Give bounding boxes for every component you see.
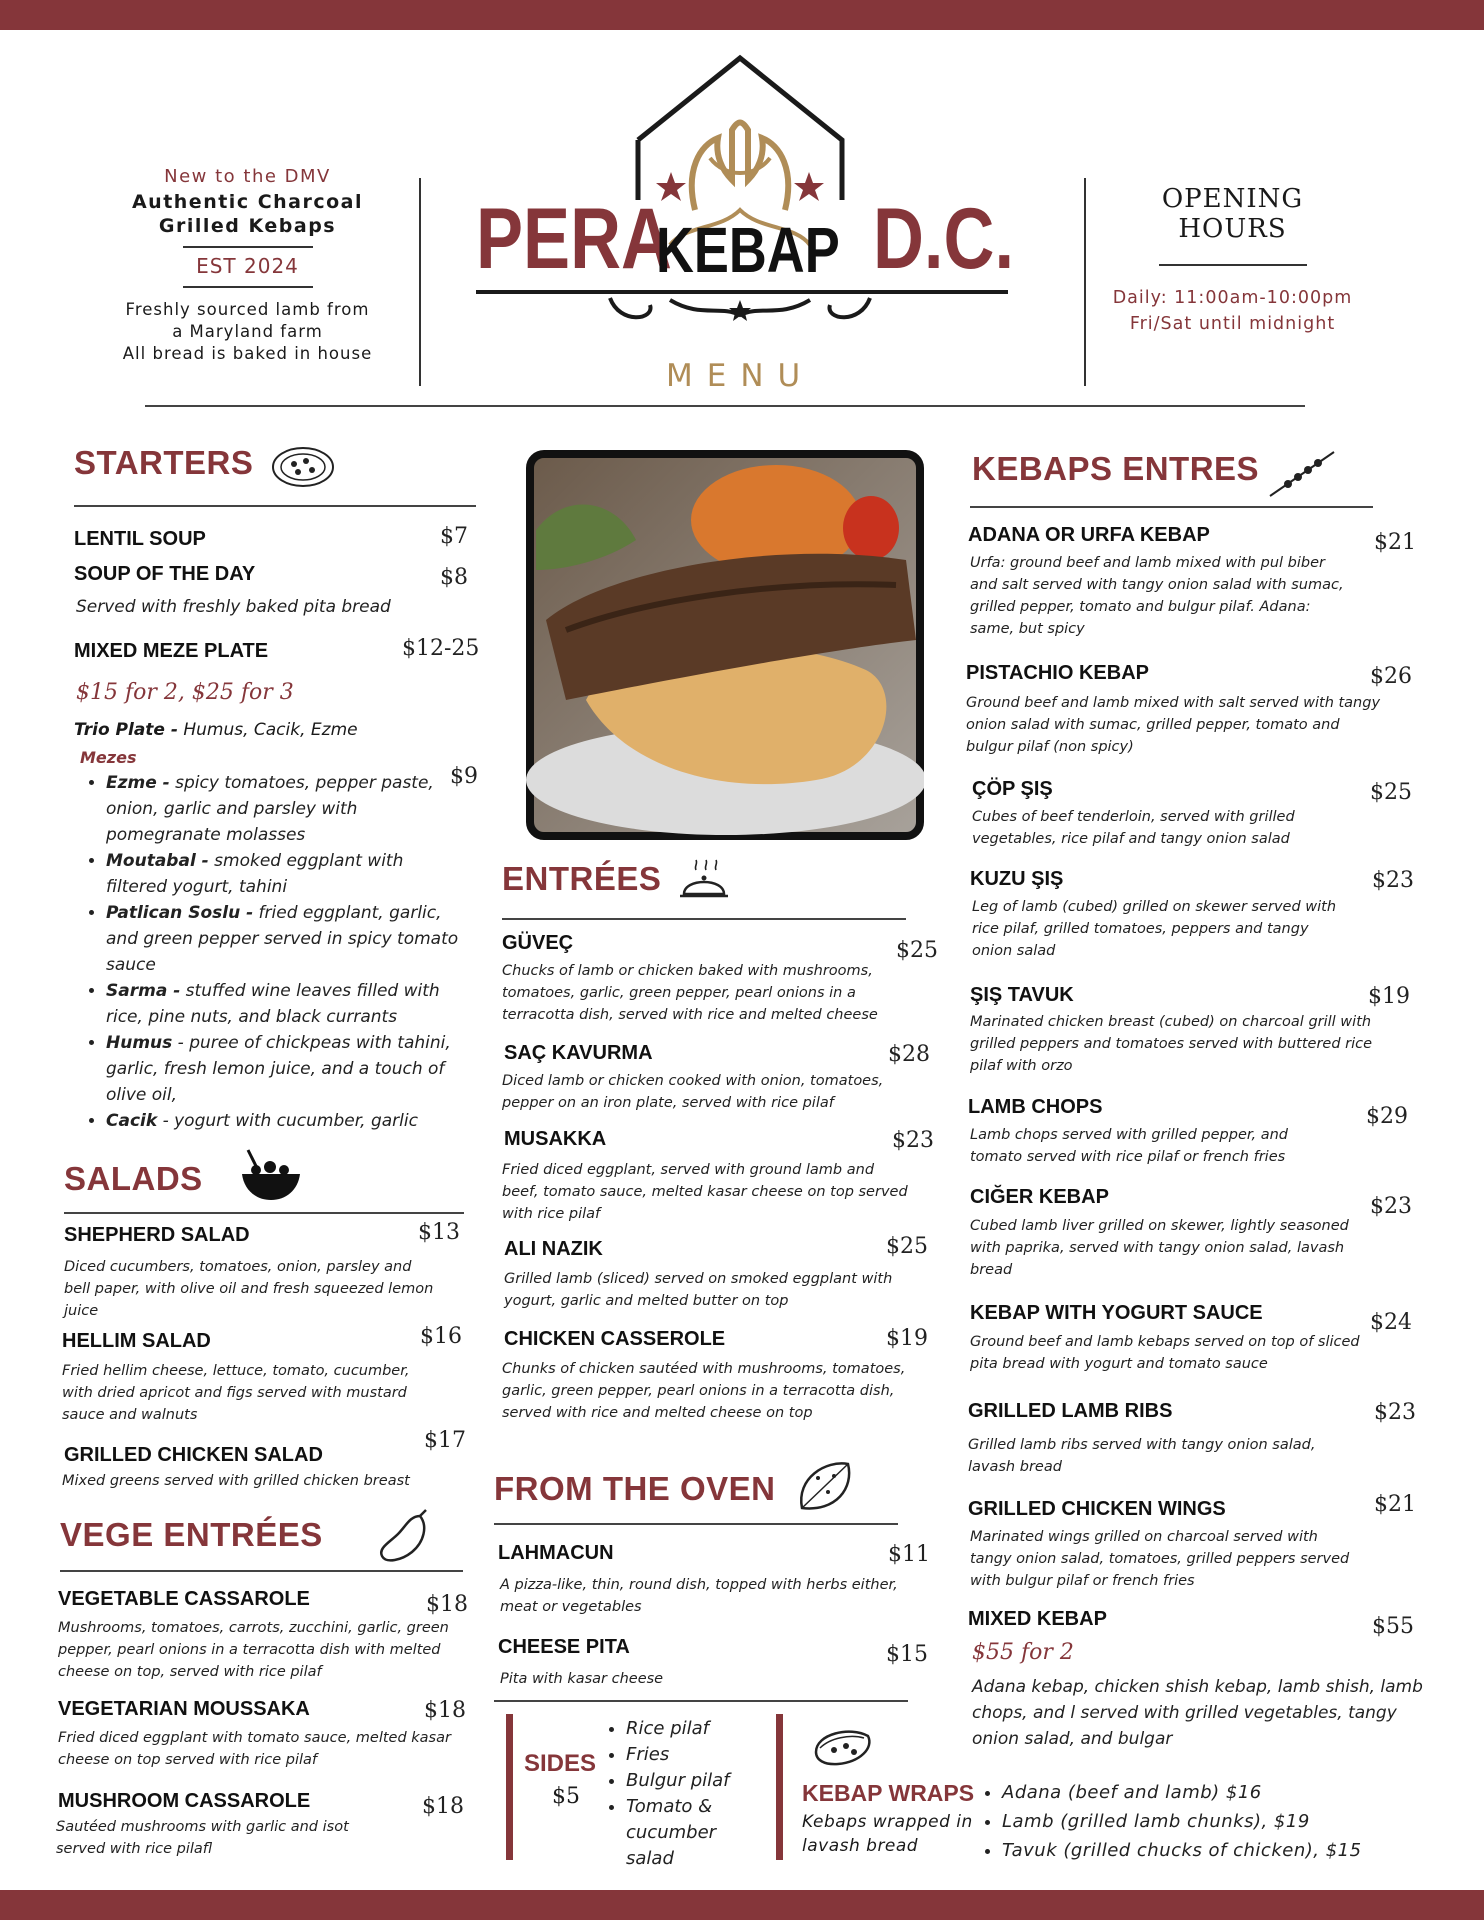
soup-desc: Served with freshly baked pita bread xyxy=(76,597,391,617)
eggplant-icon xyxy=(376,1508,432,1568)
list-item: • Fries xyxy=(626,1742,734,1768)
grilled-chicken-wings-price: $21 xyxy=(1374,1492,1416,1517)
shepherd-salad-desc: Diced cucumbers, tomatoes, onion, parsley and bell paper, with olive oil and fresh squeezed lemon juice xyxy=(64,1259,434,1319)
cop-sis-desc: Cubes of beef tenderloin, served with grilled vegetables, rice pilaf and tangy onion salad xyxy=(972,809,1295,847)
sourced-line-1: Freshly sourced lamb from xyxy=(125,300,370,319)
list-item: • Patlican Soslu - fried eggplant, garlic, and green pepper served in spicy tomato sauce xyxy=(106,900,466,978)
est-label: EST 2024 xyxy=(196,254,299,278)
guvec-desc: Chucks of lamb or chicken baked with mushrooms, tomatoes, garlic, green pepper, pearl onions in a terracotta dish, served with rice and melted cheese xyxy=(502,963,878,1023)
sac-kavurma-price: $28 xyxy=(888,1042,930,1067)
sides-bar xyxy=(506,1714,513,1860)
salad-bowl-icon xyxy=(236,1146,306,1204)
grilled-chicken-wings-name: GRILLED CHICKEN WINGS xyxy=(968,1498,1226,1520)
soup-of-day-price: $8 xyxy=(440,565,468,590)
kuzu-sis-desc: Leg of lamb (cubed) grilled on skewer served with rice pilaf, grilled tomatoes, peppers and tangy onion salad xyxy=(972,899,1337,959)
shepherd-salad-name: SHEPHERD SALAD xyxy=(64,1224,250,1246)
soup-of-day-name: SOUP OF THE DAY xyxy=(74,563,256,585)
mixed-kebap-deal: $55 for 2 xyxy=(972,1640,1074,1665)
adana-urfa-kebap-desc: Urfa: ground beef and lamb mixed with pul biber and salt served with tangy onion salad with sumac, grilled pepper, tomato and bulgur pilaf. Adana: same, but spicy xyxy=(970,555,1344,637)
salads-rule xyxy=(64,1212,464,1214)
kebaps-rule xyxy=(970,506,1373,508)
oven-rule xyxy=(494,1523,898,1525)
sis-tavuk-name: ŞIŞ TAVUK xyxy=(970,984,1074,1006)
entrees-title: ENTRÉES xyxy=(502,860,662,897)
kebab-photo xyxy=(526,450,924,840)
vegetable-cassarole-desc: Mushrooms, tomatoes, carrots, zucchini, garlic, green pepper, pearl onions in a terracotta dish with melted cheese on top, served with rice pilaf xyxy=(58,1620,449,1680)
sis-tavuk-desc: Marinated chicken breast (cubed) on charcoal grill with grilled peppers and tomatoes served with buttered rice pilaf with orzo xyxy=(970,1014,1373,1074)
starters-title: STARTERS xyxy=(74,444,254,481)
kebap-yogurt-sauce-name: KEBAP WITH YOGURT SAUCE xyxy=(970,1302,1263,1324)
sourced-line-2: a Maryland farm xyxy=(172,322,323,341)
meze-plate-name: MIXED MEZE PLATE xyxy=(74,640,269,662)
lahmacun-price: $11 xyxy=(888,1542,930,1567)
guvec-name: GÜVEÇ xyxy=(502,932,574,954)
top-bar xyxy=(0,0,1484,30)
list-item: • Humus - puree of chickpeas with tahini, garlic, fresh lemon juice, and a touch of olive oil, xyxy=(106,1030,466,1108)
adana-urfa-kebap-price: $21 xyxy=(1374,530,1416,555)
chicken-casserole-desc: Chunks of chicken sautéed with mushrooms, tomatoes, garlic, green pepper, pearl onions in a terracotta dish, served with rice and melted cheese on top xyxy=(502,1361,906,1421)
grilled-chicken-wings-desc: Marinated wings grilled on charcoal served with tangy onion salad, tomatoes, grilled peppers served with bulgur pilaf or french fries xyxy=(970,1529,1350,1589)
sides-title: SIDES xyxy=(524,1750,597,1777)
hours-title-2: HOURS xyxy=(1178,214,1287,244)
vege-entrees-title: VEGE ENTRÉES xyxy=(60,1516,323,1553)
starters-rule xyxy=(74,505,476,507)
lentil-soup-price: $7 xyxy=(440,524,468,549)
meze-plate-price: $12-25 xyxy=(402,636,480,661)
list-item: • Ezme - spicy tomatoes, pepper paste, onion, garlic and parsley with pomegranate molasses xyxy=(106,770,466,848)
ali-nazik-price: $25 xyxy=(886,1234,928,1259)
vegetarian-moussaka-price: $18 xyxy=(424,1698,466,1723)
cheese-pita-name: CHEESE PITA xyxy=(498,1636,630,1658)
menu-label: MENU xyxy=(666,358,815,394)
list-item: • Rice pilaf xyxy=(626,1716,734,1742)
ciger-kebap-price: $23 xyxy=(1370,1194,1412,1219)
entrees-rule xyxy=(502,918,906,920)
ali-nazik-desc: Grilled lamb (sliced) served on smoked eggplant with yogurt, garlic and melted butter on top xyxy=(504,1271,893,1309)
mushroom-cassarole-desc: Sautéed mushrooms with garlic and isot served with rice pilafl xyxy=(56,1819,349,1857)
trio-plate xyxy=(74,720,358,740)
hours-title-1: OPENING xyxy=(1161,184,1304,214)
mixed-kebap-name: MIXED KEBAP xyxy=(968,1608,1107,1630)
shepherd-salad-price: $13 xyxy=(418,1220,460,1245)
sides-price: $5 xyxy=(552,1784,580,1809)
grilled-lamb-ribs-price: $23 xyxy=(1374,1400,1416,1425)
cloche-icon xyxy=(676,858,732,906)
ciger-kebap-name: CIĞER KEBAP xyxy=(970,1186,1109,1208)
wraps-sub-1: Kebaps wrapped in xyxy=(802,1812,973,1832)
pita-icon xyxy=(796,1458,854,1514)
brand-pera: PERA xyxy=(476,191,672,287)
hellim-salad-name: HELLIM SALAD xyxy=(62,1330,211,1352)
trio-plate-items: Humus, Cacik, Ezme xyxy=(177,720,358,740)
lahmacun-desc: A pizza-like, thin, round dish, topped with herbs either, meat or vegetables xyxy=(500,1577,898,1615)
oven-bottom-rule xyxy=(494,1700,908,1702)
list-item: • Moutabal - smoked eggplant with filtered yogurt, tahini xyxy=(106,848,466,900)
header-left xyxy=(110,166,385,363)
wraps-title: KEBAP WRAPS xyxy=(802,1780,975,1806)
cop-sis-price: $25 xyxy=(1370,780,1412,805)
chicken-casserole-price: $19 xyxy=(886,1326,928,1351)
trio-plate-label: Trio Plate - xyxy=(74,720,178,740)
tagline-1: Authentic Charcoal xyxy=(131,191,364,213)
new-to-dmv: New to the DMV xyxy=(164,166,331,187)
cheese-pita-price: $15 xyxy=(886,1642,928,1667)
hellim-salad-desc: Fried hellim cheese, lettuce, tomato, cucumber, with dried apricot and figs served with mustard sauce and walnuts xyxy=(62,1363,410,1423)
pistachio-kebap-price: $26 xyxy=(1370,664,1412,689)
adana-urfa-kebap-name: ADANA OR URFA KEBAP xyxy=(968,524,1210,546)
list-item: • Lamb (grilled lamb chunks), $19 xyxy=(1002,1807,1390,1836)
list-item: • Tavuk (grilled chucks of chicken), $15 xyxy=(1002,1836,1390,1865)
lentil-soup-name: LENTIL SOUP xyxy=(74,528,206,550)
tagline-2: Grilled Kebaps xyxy=(158,215,337,237)
vegetarian-moussaka-desc: Fried diced eggplant with tomato sauce, melted kasar cheese on top served with rice pilaf xyxy=(58,1730,451,1768)
chicken-casserole-name: CHICKEN CASSEROLE xyxy=(504,1328,726,1350)
lamb-chops-name: LAMB CHOPS xyxy=(968,1096,1103,1118)
list-item: • Tomato & cucumber salad xyxy=(626,1794,734,1872)
ali-nazik-name: ALI NAZIK xyxy=(504,1238,603,1260)
list-item: • Sarma - stuffed wine leaves filled with rice, pine nuts, and black currants xyxy=(106,978,466,1030)
lahmacun-name: LAHMACUN xyxy=(498,1542,614,1564)
cheese-pita-desc: Pita with kasar cheese xyxy=(500,1671,664,1687)
musakka-price: $23 xyxy=(892,1128,934,1153)
wraps-list xyxy=(970,1778,1390,1865)
mushroom-cassarole-name: MUSHROOM CASSAROLE xyxy=(58,1790,311,1812)
header-divider-left xyxy=(419,178,421,386)
cop-sis-name: ÇÖP ŞIŞ xyxy=(972,778,1053,800)
mixed-kebap-price: $55 xyxy=(1372,1614,1414,1639)
mushroom-cassarole-price: $18 xyxy=(422,1794,464,1819)
hellim-salad-price: $16 xyxy=(420,1324,462,1349)
vegetable-cassarole-price: $18 xyxy=(426,1592,468,1617)
oven-title: FROM THE OVEN xyxy=(494,1470,776,1507)
opening-hours xyxy=(1110,184,1355,334)
mezes-list xyxy=(74,770,466,1134)
hours-daily: Daily: 11:00am-10:00pm xyxy=(1112,288,1353,308)
grilled-lamb-ribs-name: GRILLED LAMB RIBS xyxy=(968,1400,1173,1422)
mezes-label: Mezes xyxy=(80,748,137,767)
musakka-name: MUSAKKA xyxy=(504,1128,607,1150)
bottom-bar xyxy=(0,1890,1484,1920)
guvec-price: $25 xyxy=(896,938,938,963)
grilled-chicken-salad-name: GRILLED CHICKEN SALAD xyxy=(64,1444,323,1466)
lamb-chops-desc: Lamb chops served with grilled pepper, and tomato served with rice pilaf or french fries xyxy=(970,1127,1288,1165)
brand-kebap: KEBAP xyxy=(656,214,840,286)
skewer-icon xyxy=(1266,448,1338,500)
kuzu-sis-price: $23 xyxy=(1372,868,1414,893)
mezes-price: $9 xyxy=(450,764,478,789)
grilled-chicken-salad-price: $17 xyxy=(424,1428,466,1453)
wraps-bar xyxy=(776,1714,783,1860)
mixed-kebap-desc: Adana kebap, chicken shish kebap, lamb shish, lamb chops, and l served with grilled vegetables, tangy onion salad, and bulgar xyxy=(972,1677,1423,1749)
vegetarian-moussaka-name: VEGETARIAN MOUSSAKA xyxy=(58,1698,310,1720)
sis-tavuk-price: $19 xyxy=(1368,984,1410,1009)
sac-kavurma-desc: Diced lamb or chicken cooked with onion, tomatoes, pepper on an iron plate, served with rice pilaf xyxy=(502,1073,884,1111)
header-rule xyxy=(145,405,1305,407)
meze-deal: $15 for 2, $25 for 3 xyxy=(76,680,294,705)
wrap-icon xyxy=(810,1722,876,1768)
list-item: • Cacik - yogurt with cucumber, garlic xyxy=(106,1108,466,1134)
lamb-chops-price: $29 xyxy=(1366,1104,1408,1129)
kuzu-sis-name: KUZU ŞIŞ xyxy=(970,868,1064,890)
salads-title: SALADS xyxy=(64,1160,203,1197)
pistachio-kebap-desc: Ground beef and lamb mixed with salt served with tangy onion salad with sumac, grilled pepper, tomato and bulgur pilaf (non spicy) xyxy=(966,695,1381,755)
sac-kavurma-name: SAÇ KAVURMA xyxy=(504,1042,653,1064)
list-item: • Bulgur pilaf xyxy=(626,1768,734,1794)
pistachio-kebap-name: PISTACHIO KEBAP xyxy=(966,662,1149,684)
meze-plate-icon xyxy=(270,444,336,490)
grilled-chicken-salad-desc: Mixed greens served with grilled chicken breast xyxy=(62,1473,410,1489)
musakka-desc: Fried diced eggplant, served with ground lamb and beef, tomato sauce, melted kasar cheese on top served with rice pilaf xyxy=(502,1162,908,1222)
vegetable-cassarole-name: VEGETABLE CASSAROLE xyxy=(58,1588,310,1610)
sourced-line-3: All bread is baked in house xyxy=(122,344,373,363)
kebap-yogurt-sauce-price: $24 xyxy=(1370,1310,1412,1335)
sides-list xyxy=(594,1716,734,1872)
vege-rule xyxy=(60,1570,463,1572)
wraps-sub-2: lavash bread xyxy=(802,1836,919,1856)
list-item: • Adana (beef and lamb) $16 xyxy=(1002,1778,1390,1807)
hours-weekend: Fri/Sat until midnight xyxy=(1129,314,1336,334)
logo-emblem xyxy=(470,50,1015,330)
brand-dc: D.C. xyxy=(873,191,1015,287)
header-divider-right xyxy=(1084,178,1086,386)
ciger-kebap-desc: Cubed lamb liver grilled on skewer, lightly seasoned with paprika, served with tangy onion salad, lavash bread xyxy=(970,1218,1349,1278)
kebap-yogurt-sauce-desc: Ground beef and lamb kebaps served on top of sliced pita bread with yogurt and tomato sauce xyxy=(970,1334,1360,1372)
kebaps-title: KEBAPS ENTRES xyxy=(972,450,1260,487)
grilled-lamb-ribs-desc: Grilled lamb ribs served with tangy onion salad, lavash bread xyxy=(968,1437,1316,1475)
